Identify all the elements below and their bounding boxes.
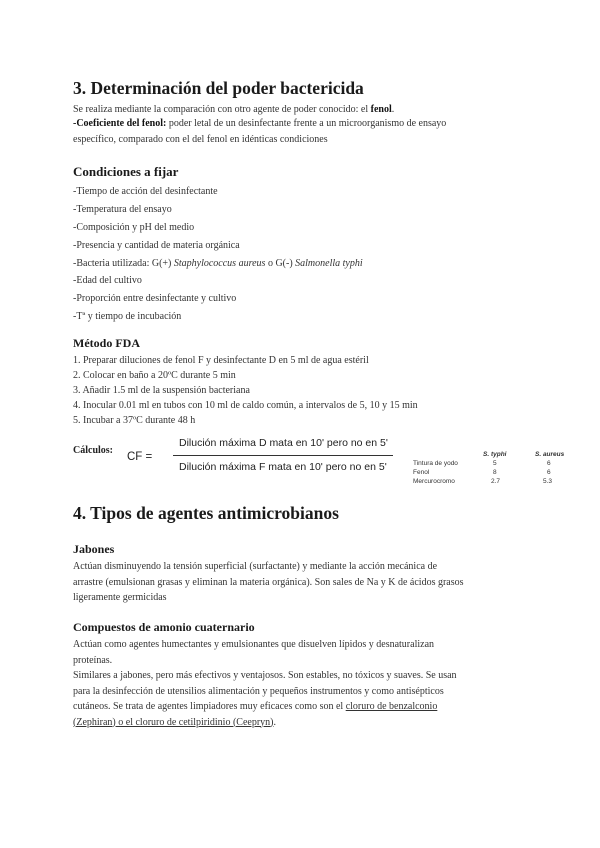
intro-bold: fenol xyxy=(370,104,392,115)
amonio-line6-suffix: . xyxy=(273,716,276,728)
section3-intro xyxy=(73,103,394,116)
jabones-line: arrastre (emulsionan grasas y eliminan la materia orgánica). Son sales de Na y K de ácidos grasos xyxy=(73,576,464,588)
fda-step: 4. Inocular 0.01 ml en tubos con 10 ml de caldo común, a intervalos de 5, 10 y 15 min xyxy=(73,400,418,411)
jabones-line: ligeramente germicidas xyxy=(73,592,167,603)
amonio-line: proteínas. xyxy=(73,654,113,666)
jabones-paragraph xyxy=(73,559,530,606)
intro-suffix: . xyxy=(391,104,395,115)
coef-text-1: poder letal de un desinfectante frente a un microorganismo de ensayo xyxy=(166,118,447,129)
table-cell: 6 xyxy=(547,460,551,467)
benzalconio-link[interactable]: cloruro de benzalconio xyxy=(345,701,438,712)
amonio-paragraph xyxy=(73,637,530,730)
condition-item: -Composición y pH del medio xyxy=(73,222,195,233)
cf-numerator: Dilución máxima D mata en 10' pero no en 5' xyxy=(179,437,388,449)
bacteria-gram-positive: Staphylococcus aureus xyxy=(173,258,266,269)
table-cell: 8 xyxy=(493,469,497,476)
table-row-label: Fenol xyxy=(413,469,430,476)
condition-item: -Presencia y cantidad de materia orgánica xyxy=(73,240,240,251)
table-cell: 5.3 xyxy=(543,478,553,485)
coef-line-1 xyxy=(73,116,530,132)
table-row-label: Mercurocromo xyxy=(413,478,455,485)
jabones-line: Actúan disminuyendo la tensión superficial (surfactante) y mediante la acción mecánica de xyxy=(73,561,438,572)
fda-step: 2. Colocar en baño a 20ºC durante 5 min xyxy=(73,370,236,381)
cf-label: CF = xyxy=(127,451,153,463)
fda-step: 5. Incubar a 37ºC durante 48 h xyxy=(73,415,196,426)
amonio-line-5 xyxy=(73,699,530,715)
condition-item: -Edad del cultivo xyxy=(73,275,142,286)
condition-item: -Temperatura del ensayo xyxy=(73,204,172,215)
amonio-line-6 xyxy=(73,715,530,731)
fda-step: 3. Añadir 1.5 ml de la suspensión bacteriana xyxy=(73,385,250,396)
bacteria-mid: o G(-) xyxy=(265,258,296,269)
fda-heading: Método FDA xyxy=(73,336,140,350)
cf-formula xyxy=(73,437,573,491)
fraction-bar xyxy=(173,455,393,456)
cf-denominator: Dilución máxima F mata en 10' pero no en 5' xyxy=(179,461,387,473)
bacteria-gram-negative: Salmonella typhi xyxy=(295,258,363,269)
calc-label: Cálculos: xyxy=(73,445,113,456)
table-header-typhi: S. typhi xyxy=(483,451,507,458)
table-cell: 5 xyxy=(493,460,497,467)
intro-text: Se realiza mediante la comparación con otro agente de poder conocido: el xyxy=(73,104,371,115)
jabones-heading: Jabones xyxy=(73,542,115,556)
amonio-line: Similares a jabones, pero más efectivos y ventajosos. Son estables, no tóxicos y suaves. Se usan xyxy=(73,670,457,681)
amonio-heading: Compuestos de amonio cuaternario xyxy=(73,620,255,634)
condition-item: -Proporción entre desinfectante y cultivo xyxy=(73,293,237,304)
table-cell: 6 xyxy=(547,469,551,476)
table-header-aureus: S. aureus xyxy=(535,451,565,458)
bacteria-prefix: -Bacteria utilizada: G(+) xyxy=(73,258,174,269)
coef-paragraph xyxy=(73,116,530,147)
conditions-heading: Condiciones a fijar xyxy=(73,164,179,179)
condition-item: -Tª y tiempo de incubación xyxy=(73,311,182,322)
condition-item-bacteria xyxy=(73,257,363,270)
coef-label: -Coeficiente del fenol: xyxy=(73,118,167,129)
section3-title: 3. Determinación del poder bactericida xyxy=(73,78,364,98)
cetilpiridinio-link[interactable]: (Zephiran) o el cloruro de cetilpiridinio (Ceepryn) xyxy=(73,716,274,728)
coef-line-2: específico, comparado con el del fenol en idénticas condiciones xyxy=(73,133,328,145)
amonio-line5-text: cutáneos. Se trata de agentes limpiadores muy eficaces como son el xyxy=(73,701,346,712)
section4-title: 4. Tipos de agentes antimicrobianos xyxy=(73,503,339,523)
fda-step: 1. Preparar diluciones de fenol F y desinfectante D en 5 ml de agua estéril xyxy=(73,355,369,366)
amonio-line: para la desinfección de utensilios alimentación y pequeños instrumentos y como antisépticos xyxy=(73,685,444,697)
condition-item: -Tiempo de acción del desinfectante xyxy=(73,186,218,197)
amonio-line: Actúan como agentes humectantes y emulsionantes que disuelven lípidos y desnaturalizan xyxy=(73,639,435,650)
table-row-label: Tintura de yodo xyxy=(413,460,458,467)
table-cell: 2.7 xyxy=(491,478,501,485)
